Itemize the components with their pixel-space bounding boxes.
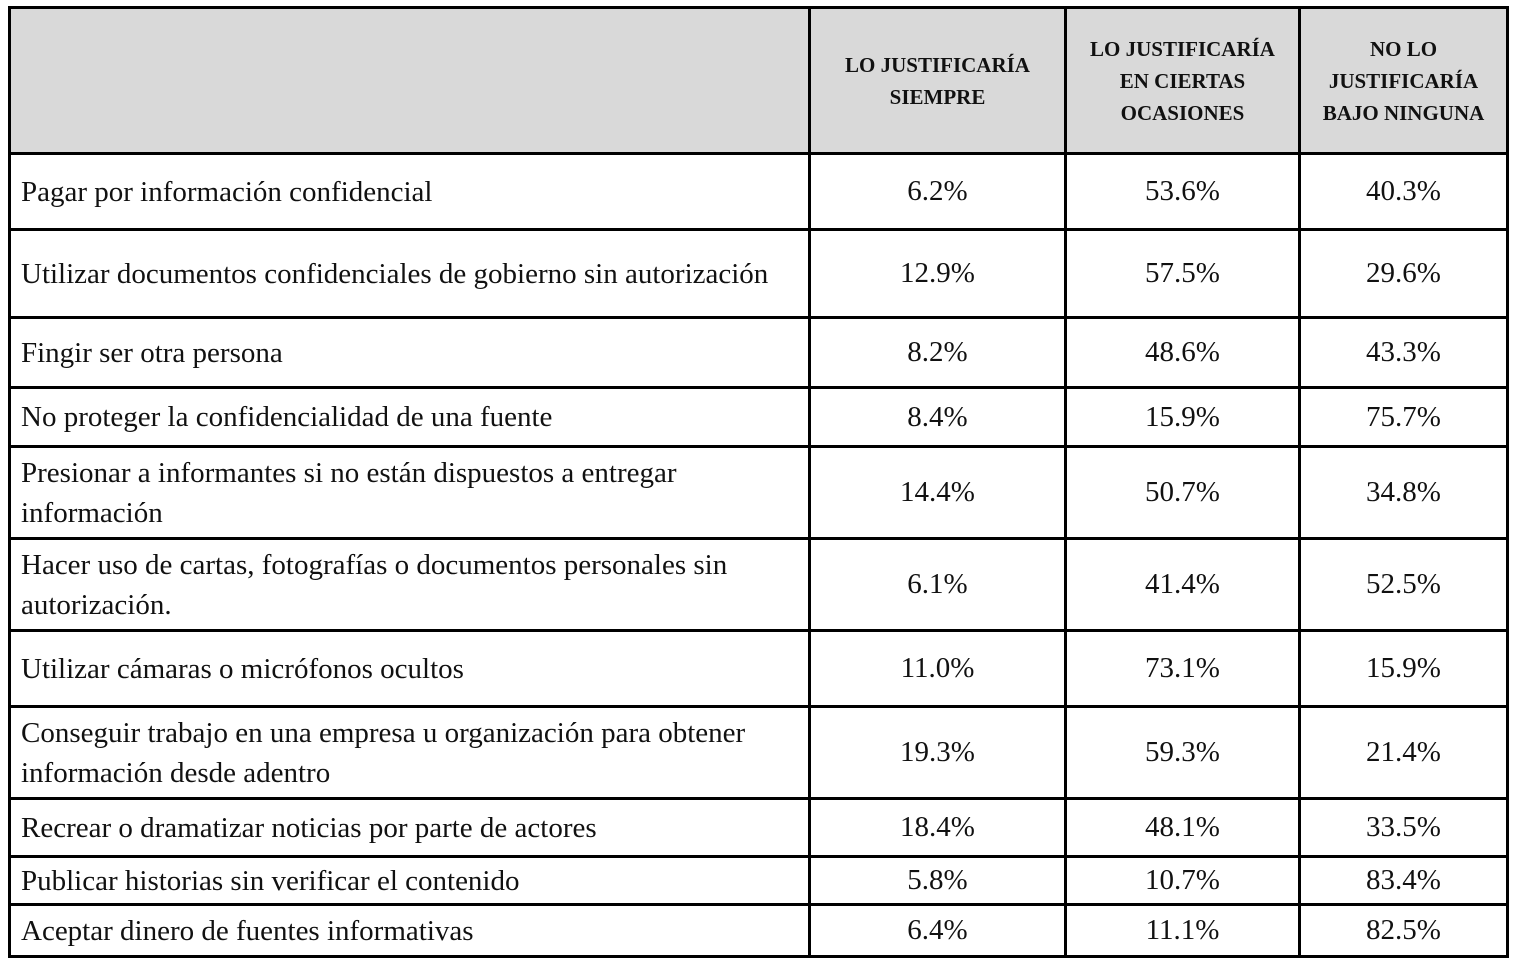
value-cell-ciertas [1066, 230, 1300, 318]
row-label: No proteger la confidencialidad de una fuente [21, 401, 553, 433]
table-row [10, 905, 1508, 957]
row-label-cell [10, 539, 810, 631]
value-cell-ciertas [1066, 905, 1300, 957]
percent-value: 41.4% [1145, 568, 1220, 600]
table-row [10, 707, 1508, 799]
row-label: Utilizar documentos confidenciales de gobierno sin autorización [21, 257, 769, 290]
value-cell-ciertas [1066, 318, 1300, 388]
value-cell-ciertas [1066, 857, 1300, 905]
value-cell-siempre [810, 631, 1066, 707]
header-cell-empty [10, 8, 810, 154]
row-label-cell [10, 905, 810, 957]
percent-value: 82.5% [1366, 914, 1441, 946]
table-row [10, 447, 1508, 539]
row-label: Fingir ser otra persona [21, 336, 283, 369]
value-cell-siempre [810, 799, 1066, 857]
percent-value: 40.3% [1366, 175, 1441, 207]
value-cell-ciertas [1066, 539, 1300, 631]
value-cell-ciertas [1066, 154, 1300, 230]
row-label: Hacer uso de cartas, fotografías o documentos personales sin autorización. [21, 548, 728, 621]
header-cell-ninguna [1300, 8, 1508, 154]
table-row [10, 230, 1508, 318]
value-cell-siempre [810, 154, 1066, 230]
value-cell-ciertas [1066, 799, 1300, 857]
justification-table-container [8, 6, 1506, 958]
row-label-cell [10, 388, 810, 447]
row-label-cell [10, 857, 810, 905]
value-cell-ciertas [1066, 447, 1300, 539]
percent-value: 5.8% [907, 864, 968, 896]
percent-value: 21.4% [1366, 736, 1441, 768]
row-label: Conseguir trabajo en una empresa u organización para obtener información desde adentro [21, 716, 746, 789]
percent-value: 11.0% [900, 652, 975, 684]
value-cell-ninguna [1300, 539, 1508, 631]
table-row [10, 799, 1508, 857]
row-label-cell [10, 799, 810, 857]
value-cell-siempre [810, 388, 1066, 447]
value-cell-siempre [810, 318, 1066, 388]
percent-value: 12.9% [900, 257, 975, 289]
table-row [10, 388, 1508, 447]
value-cell-ninguna [1300, 631, 1508, 707]
table-body [10, 154, 1508, 957]
value-cell-siempre [810, 539, 1066, 631]
row-label-cell [10, 154, 810, 230]
value-cell-siempre [810, 857, 1066, 905]
percent-value: 11.1% [1145, 914, 1220, 946]
percent-value: 15.9% [1366, 652, 1441, 684]
row-label-cell [10, 230, 810, 318]
percent-value: 48.6% [1145, 336, 1220, 368]
value-cell-ninguna [1300, 154, 1508, 230]
row-label-cell [10, 631, 810, 707]
header-cell-ciertas [1066, 8, 1300, 154]
row-label: Utilizar cámaras o micrófonos ocultos [21, 652, 464, 685]
table-row [10, 631, 1508, 707]
value-cell-ninguna [1300, 905, 1508, 957]
value-cell-ninguna [1300, 230, 1508, 318]
percent-value: 52.5% [1366, 568, 1441, 600]
percent-value: 34.8% [1366, 476, 1441, 508]
header-label: NO LO JUSTIFICARÍA BAJO NINGUNA [1322, 36, 1485, 125]
row-label: Recrear o dramatizar noticias por parte de actores [21, 811, 597, 844]
percent-value: 6.1% [907, 568, 968, 600]
row-label-cell [10, 318, 810, 388]
percent-value: 75.7% [1366, 400, 1441, 433]
row-label: Presionar a informantes si no están dispuestos a entregar información [21, 456, 677, 529]
value-cell-ninguna [1300, 857, 1508, 905]
table-row [10, 539, 1508, 631]
percent-value: 14.4% [900, 476, 975, 508]
percent-value: 73.1% [1145, 652, 1220, 684]
value-cell-siempre [810, 707, 1066, 799]
percent-value: 50.7% [1145, 476, 1220, 508]
header-label: LO JUSTIFICARÍA EN CIERTAS OCASIONES [1090, 36, 1275, 125]
percent-value: 43.3% [1366, 336, 1441, 368]
value-cell-ninguna [1300, 799, 1508, 857]
header-row [10, 8, 1508, 154]
value-cell-siempre [810, 905, 1066, 957]
table-row [10, 318, 1508, 388]
value-cell-siempre [810, 447, 1066, 539]
percent-value: 6.4% [907, 914, 968, 946]
header-label: LO JUSTIFICARÍA SIEMPRE [845, 52, 1030, 109]
percent-value: 53.6% [1145, 175, 1220, 207]
percent-value: 15.9% [1145, 400, 1220, 433]
table-row [10, 154, 1508, 230]
percent-value: 6.2% [907, 175, 968, 207]
percent-value: 19.3% [900, 736, 975, 768]
percent-value: 48.1% [1145, 811, 1220, 843]
row-label: Publicar historias sin verificar el contenido [21, 864, 520, 897]
row-label: Aceptar dinero de fuentes informativas [21, 914, 474, 947]
percent-value: 8.4% [907, 400, 968, 433]
percent-value: 10.7% [1145, 864, 1220, 896]
percent-value: 8.2% [907, 336, 968, 368]
value-cell-ciertas [1066, 707, 1300, 799]
row-label-cell [10, 447, 810, 539]
value-cell-ciertas [1066, 388, 1300, 447]
row-label: Pagar por información confidencial [21, 175, 433, 208]
percent-value: 18.4% [900, 811, 975, 843]
percent-value: 33.5% [1366, 811, 1441, 843]
value-cell-ciertas [1066, 631, 1300, 707]
value-cell-siempre [810, 230, 1066, 318]
percent-value: 59.3% [1145, 736, 1220, 768]
value-cell-ninguna [1300, 447, 1508, 539]
percent-value: 83.4% [1366, 864, 1441, 896]
header-cell-siempre [810, 8, 1066, 154]
table-row [10, 857, 1508, 905]
value-cell-ninguna [1300, 318, 1508, 388]
justification-table [8, 6, 1509, 958]
value-cell-ninguna [1300, 388, 1508, 447]
percent-value: 57.5% [1145, 257, 1220, 289]
percent-value: 29.6% [1366, 257, 1441, 289]
row-label-cell [10, 707, 810, 799]
value-cell-ninguna [1300, 707, 1508, 799]
